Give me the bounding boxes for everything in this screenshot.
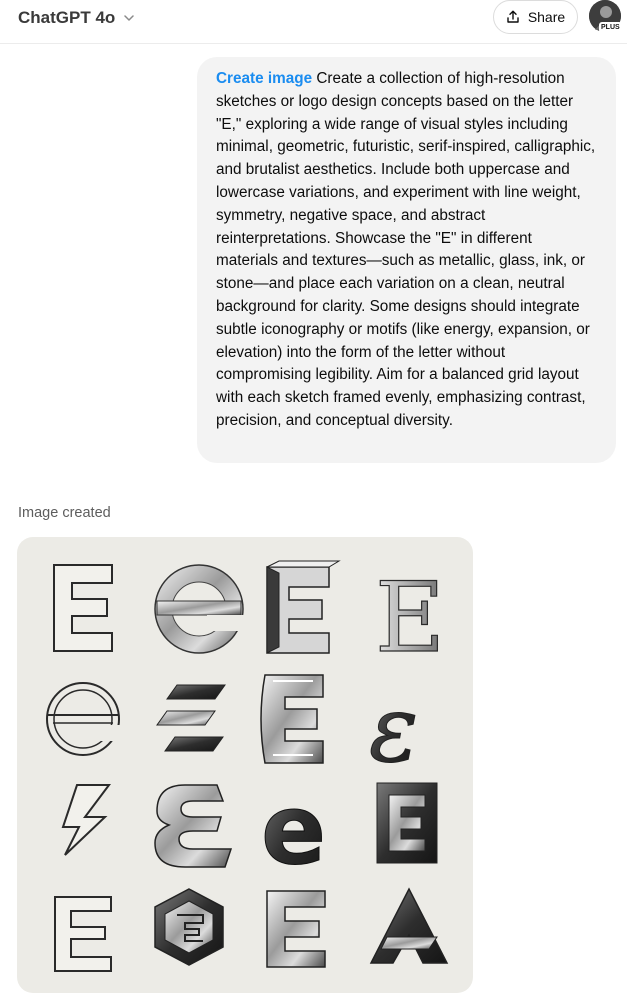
model-switcher[interactable] [18,6,135,30]
chat-header [0,0,627,44]
svg-text:e: e [261,774,327,886]
letter-e-sketch-grid [17,537,473,993]
sketch-bold-lowercase-e [261,774,326,886]
sketch-ribbon-e [155,785,231,867]
share-label: Share [527,9,566,25]
sketch-outline-lowercase-e [47,683,123,755]
sketch-hexagon-e [155,889,223,965]
generated-image[interactable] [17,537,473,993]
sketch-double-line-e [55,897,111,971]
plan-badge: PLUS [601,24,620,31]
sketch-impossible-triangle-e [371,889,447,963]
chevron-down-icon [123,12,135,24]
avatar[interactable] [589,0,621,32]
user-message-bubble [197,57,616,463]
sketch-lightning-e [63,785,109,855]
tool-tag[interactable]: Create image [216,70,313,87]
svg-text:ε: ε [369,676,419,783]
share-upload-icon [506,10,520,24]
sketch-glass-e [261,675,323,763]
sketch-serif-e [375,562,445,674]
svg-text:E: E [375,562,446,674]
sketch-outline-e [54,565,112,651]
sketch-stripes-e [157,685,225,751]
sketch-calligraphic-e [369,676,418,783]
sketch-chrome-outline-e [267,891,325,967]
image-created-label: Image created [18,505,111,521]
model-name: ChatGPT 4o [18,8,116,27]
sketch-beveled-stone-e [377,783,437,863]
prompt-text: Create a collection of high-resolution sketches or logo design concepts based on the letter "E," exploring a wide range of visual styles including minimal, geometric, futuristic, serif-inspired, calligraphic, and brutalist aesthetics. Include both uppercase and lowercase variations, and experiment with line weight, symmetry, negative space, and abstract reinterpretations. Showcase the "E" in different materials and textures—such as metallic, glass, ink, or stone—and place each variation on a clean, neutral background for clarity. Some designs should integrate subtle iconography or motifs (like energy, expansion, or elevation) into the form of the letter without compromising legibility. Aim for a balanced grid layout with each sketch framed evenly, emphasizing contrast, precision, and conceptual diversity. [216,70,596,429]
share-button[interactable] [493,0,578,34]
sketch-metallic-lowercase-e [155,565,245,653]
sketch-3d-block-e [267,561,339,653]
